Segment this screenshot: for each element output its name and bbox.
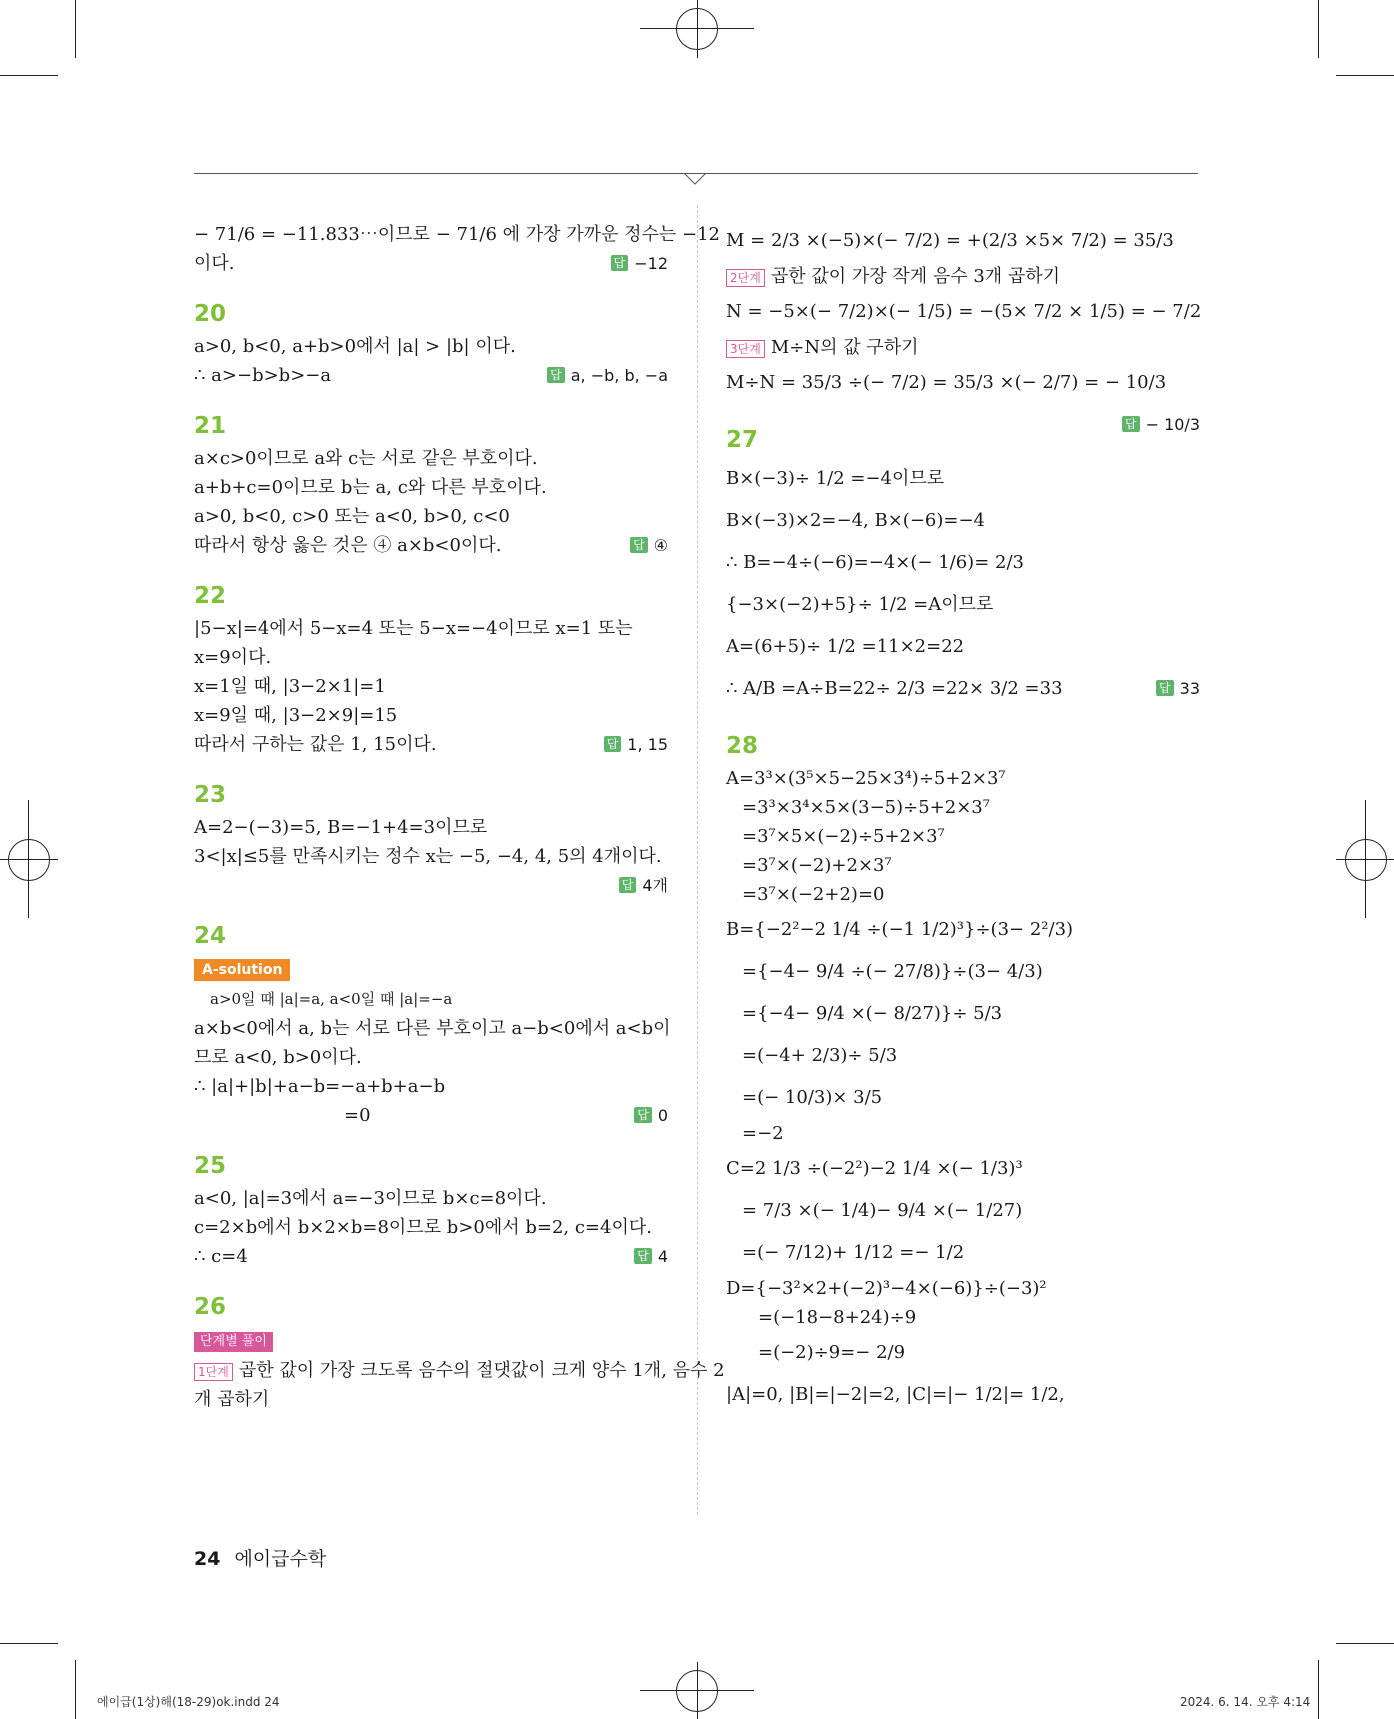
answer-icon: 답 <box>604 736 622 752</box>
crop-mark <box>0 75 58 76</box>
solution-line: c=2×b에서 b×2×b=8이므로 b>0에서 b=2, c=4이다. <box>194 1217 652 1238</box>
equation-line: =3⁷×5×(−2)÷5+2×3⁷ <box>742 826 945 847</box>
solution-line <box>194 871 668 900</box>
step-badge: 1단계 <box>194 1363 233 1381</box>
problem-number: 22 <box>194 583 227 609</box>
intro-line: − 71/6 = −11.833⋯이므로 − 71/6 에 가장 가까운 정수는 −12 <box>194 224 721 245</box>
problem-number: 26 <box>194 1294 227 1320</box>
intro-line-end: 이다. 답 −12 <box>194 249 668 278</box>
crop-mark <box>1336 75 1394 76</box>
solution-line: x=1일 때, |3−2×1|=1 <box>194 676 386 697</box>
problem-number: 25 <box>194 1153 227 1179</box>
equation-line: ={−4− 9/4 ×(− 8/27)}÷ 5/3 <box>742 1003 1003 1024</box>
crop-mark <box>1318 0 1319 58</box>
solution-line: =0 답 0 <box>194 1101 668 1130</box>
equation-line: =(−2)÷9=− 2/9 <box>758 1342 906 1363</box>
answer: 답 − 10/3 <box>1122 404 1200 446</box>
equation-line: =3³×3⁴×5×(3−5)÷5+2×3⁷ <box>742 797 990 818</box>
equation-line: A=(6+5)÷ 1/2 =11×2=22 <box>726 636 965 657</box>
solution-line: a×c>0이므로 a와 c는 서로 같은 부호이다. <box>194 448 538 469</box>
crop-mark <box>75 0 76 58</box>
equation-line: =(− 7/12)+ 1/12 =− 1/2 <box>742 1242 965 1263</box>
answer-icon: 답 <box>630 537 648 553</box>
problem-number: 28 <box>726 733 759 759</box>
equation-line: |A|=0, |B|=|−2|=2, |C|=|− 1/2|= 1/2, <box>726 1384 1065 1405</box>
crop-mark <box>1318 1660 1319 1719</box>
right-column <box>726 220 1200 1416</box>
left-column <box>194 220 725 1414</box>
step-badge: 3단계 <box>726 340 765 358</box>
solution-line: a+b+c=0이므로 b는 a, c와 다른 부호이다. <box>194 477 547 498</box>
answer-icon: 답 <box>611 255 629 271</box>
problem-number: 27 <box>726 427 759 453</box>
page-footer <box>194 1544 326 1571</box>
answer: 답 1, 15 <box>604 730 668 759</box>
solution-line: |5−x|=4에서 5−x=4 또는 5−x=−4이므로 x=1 또는 <box>194 618 633 639</box>
problem-number: 21 <box>194 413 227 439</box>
solution-line: a>0, b<0, c>0 또는 a<0, b>0, c<0 <box>194 506 510 527</box>
answer-icon: 답 <box>619 877 637 893</box>
problem-number: 23 <box>194 782 227 808</box>
answer-icon: 답 <box>1156 680 1174 696</box>
solution-note: a>0일 때 |a|=a, a<0일 때 |a|=−a <box>210 990 453 1008</box>
step-line: 2단계 곱한 값이 가장 작게 음수 3개 곱하기 <box>726 262 1200 291</box>
solution-line: x=9일 때, |3−2×9|=15 <box>194 705 398 726</box>
registration-mark <box>676 1670 718 1712</box>
step-solution-badge: 단계별 풀이 <box>194 1332 273 1352</box>
equation-line: B×(−3)÷ 1/2 =−4이므로 <box>726 468 945 489</box>
answer: 답 −12 <box>611 249 668 278</box>
equation-line: B×(−3)×2=−4, B×(−6)=−4 <box>726 510 985 531</box>
header-notch <box>684 173 706 195</box>
solution-line: ∴ a>−b>b>−a 답 a, −b, b, −a <box>194 361 668 390</box>
equation-line: ∴ B=−4÷(−6)=−4×(− 1/6)= 2/3 <box>726 552 1024 573</box>
print-slug-file: 에이급(1상)해(18-29)ok.indd 24 <box>97 1695 280 1709</box>
answer: 답 a, −b, b, −a <box>547 361 668 390</box>
problem-number: 20 <box>194 301 227 327</box>
answer: 답 33 <box>1156 668 1200 710</box>
equation-line: =−2 <box>742 1123 784 1144</box>
solution-line: 따라서 구하는 값은 1, 15이다. 답 1, 15 <box>194 730 668 759</box>
step-line: 3단계 M÷N의 값 구하기 <box>726 333 1200 362</box>
equation-line: M = 2/3 ×(−5)×(− 7/2) = +(2/3 ×5× 7/2) = 35/3 <box>726 230 1174 251</box>
step-line: 1단계 곱한 값이 가장 크도록 음수의 절댓값이 크게 양수 1개, 음수 2 <box>194 1356 668 1385</box>
crop-mark <box>1336 1643 1394 1644</box>
equation-line: B={−2²−2 1/4 ÷(−1 1/2)³}÷(3− 2²/3) <box>726 919 1074 940</box>
crop-mark <box>75 1660 76 1719</box>
equation-line: =(−18−8+24)÷9 <box>758 1307 917 1328</box>
solution-line: 3<|x|≤5를 만족시키는 정수 x는 −5, −4, 4, 5의 4개이다. <box>194 846 662 867</box>
answer: 답 4 <box>634 1242 668 1271</box>
equation-line: D={−3²×2+(−2)³−4×(−6)}÷(−3)² <box>726 1278 1047 1299</box>
equation-line: =(− 10/3)× 3/5 <box>742 1087 883 1108</box>
equation-line: =3⁷×(−2)+2×3⁷ <box>742 855 892 876</box>
solution-line: 따라서 항상 옳은 것은 ④ a×b<0이다. 답 ④ <box>194 531 668 560</box>
registration-mark <box>1345 839 1387 881</box>
equation-line: {−3×(−2)+5}÷ 1/2 =A이므로 <box>726 594 994 615</box>
a-solution-badge: A-solution <box>194 959 290 981</box>
answer-icon: 답 <box>1122 416 1140 432</box>
equation-line: C=2 1/3 ÷(−2²)−2 1/4 ×(− 1/3)³ <box>726 1158 1023 1179</box>
equation-line: =(−4+ 2/3)÷ 5/3 <box>742 1045 898 1066</box>
solution-line: A=2−(−3)=5, B=−1+4=3이므로 <box>194 817 488 838</box>
solution-line: x=9이다. <box>194 647 272 668</box>
equation-line: ={−4− 9/4 ÷(− 27/8)}÷(3− 4/3) <box>742 961 1043 982</box>
solution-line: a×b<0에서 a, b는 서로 다른 부호이고 a−b<0에서 a<b이 <box>194 1018 671 1039</box>
column-divider <box>697 205 698 1515</box>
equation-line: N = −5×(− 7/2)×(− 1/5) = −(5× 7/2 × 1/5) = − 7/2 <box>726 301 1202 322</box>
solution-line: a<0, |a|=3에서 a=−3이므로 b×c=8이다. <box>194 1188 547 1209</box>
equation-line: M÷N = 35/3 ÷(− 7/2) = 35/3 ×(− 2/7) = − 10/3 답 − 10/3 <box>726 362 1200 404</box>
answer: 답 ④ <box>630 531 668 560</box>
answer-icon: 답 <box>634 1107 652 1123</box>
answer: 답 0 <box>634 1101 668 1130</box>
answer: 답 4개 <box>619 871 668 900</box>
step-line: 개 곱하기 <box>194 1389 270 1410</box>
page-number: 24 <box>194 1548 221 1570</box>
print-slug-time: 2024. 6. 14. 오후 4:14 <box>1180 1695 1311 1709</box>
problem-number: 24 <box>194 923 227 949</box>
equation-line: = 7/3 ×(− 1/4)− 9/4 ×(− 1/27) <box>742 1200 1023 1221</box>
equation-line: A=3³×(3⁵×5−25×3⁴)÷5+2×3⁷ <box>726 768 1006 789</box>
registration-mark <box>8 839 50 881</box>
answer-icon: 답 <box>634 1248 652 1264</box>
solution-line: 므로 a<0, b>0이다. <box>194 1047 362 1068</box>
solution-line: a>0, b<0, a+b>0에서 |a| > |b| 이다. <box>194 336 516 357</box>
solution-line: ∴ |a|+|b|+a−b=−a+b+a−b <box>194 1076 446 1097</box>
solution-line: ∴ c=4 답 4 <box>194 1242 668 1271</box>
crop-mark <box>0 1643 58 1644</box>
equation-line: =3⁷×(−2+2)=0 <box>742 884 885 905</box>
equation-line: ∴ A/B =A÷B=22÷ 2/3 =22× 3/2 =33 답 33 <box>726 668 1200 710</box>
step-badge: 2단계 <box>726 269 765 287</box>
answer-icon: 답 <box>547 367 565 383</box>
book-title: 에이급수학 <box>234 1548 327 1570</box>
registration-mark <box>676 8 718 50</box>
